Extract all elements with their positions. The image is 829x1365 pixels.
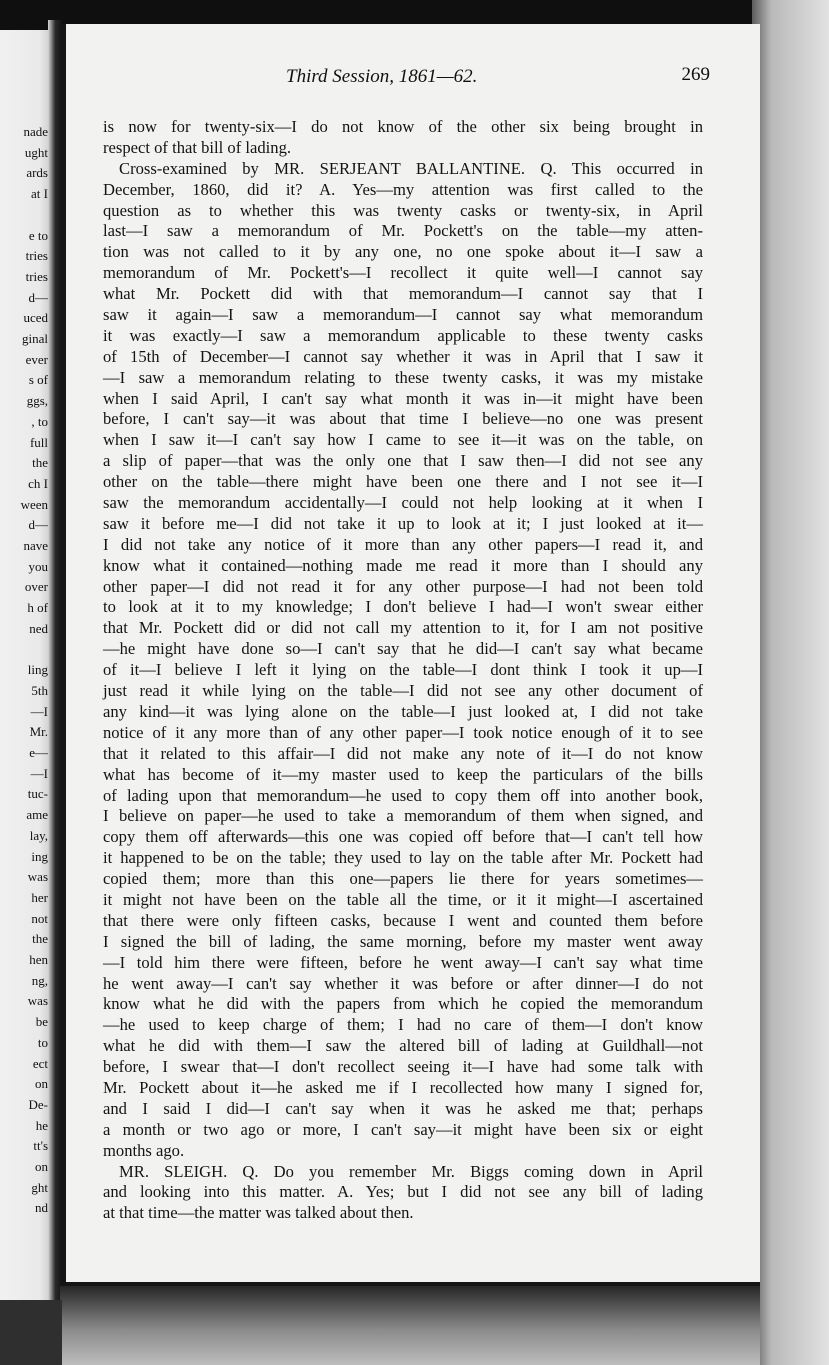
facing-page-fragment: —I	[30, 765, 48, 781]
facing-page-fragment: tuc-	[27, 786, 48, 802]
facing-page-fragment: ght	[31, 1179, 48, 1195]
facing-page-fragment: hen	[29, 952, 48, 967]
text-line: of lading upon that memorandum—he used to copy them off into another book,	[103, 785, 703, 805]
facing-page-fragment: ught	[24, 144, 48, 160]
facing-page-fragment: ling	[27, 662, 48, 678]
text-line: it was exactly—I saw a memorandum applicable to these twenty casks	[103, 325, 703, 345]
text-line: any kind—it was lying alone on the table—I just looked at, I did not take	[103, 701, 703, 721]
text-line: it happened to be on the table; they used to lay on the table after Mr. Pockett had	[103, 848, 703, 868]
text-line: copy them off afterwards—this one was copied off before that—I can't tell how	[103, 827, 703, 847]
text-line: of 15th of December—I cannot say whether it was in April that I saw it	[103, 346, 703, 366]
facing-page-fragment: uced	[23, 310, 48, 326]
text-line: know what he did with the papers from which he copied the memorandum	[103, 994, 703, 1014]
facing-page-edge	[0, 30, 50, 1300]
facing-page-fragment: on	[35, 1159, 48, 1174]
facing-page-fragment: on	[35, 1076, 48, 1092]
facing-page-fragment: her	[31, 889, 48, 905]
page-number: 269	[681, 64, 710, 85]
facing-page-fragment: was	[27, 869, 48, 885]
text-line: MR. SLEIGH. Q. Do you remember Mr. Biggs coming down in April	[119, 1161, 703, 1181]
text-line: —I told him there were fifteen, before he went away—I can't say what time	[103, 952, 703, 972]
facing-page-fragment: ween	[20, 496, 48, 512]
text-line: copied them; more than this one—papers lie there for years sometimes—	[103, 869, 703, 889]
text-line: a slip of paper—that was the only one that I saw then—I did not see any	[103, 451, 703, 471]
facing-page-fragment: —I	[30, 703, 48, 719]
running-head: Third Session, 1861—62.	[286, 66, 478, 87]
text-line: that it related to this affair—I did not make any note of it—I do not know	[103, 743, 703, 763]
text-line: a month or two ago or more, I can't say—it might have been six or eight	[103, 1119, 703, 1139]
text-line: last—I saw a memorandum of Mr. Pockett's on the table—my atten-	[103, 221, 703, 241]
text-line: saw it again—I saw a memorandum—I cannot say what memorandum	[103, 305, 703, 325]
facing-page-fragment: 5th	[31, 682, 48, 698]
text-line: it might not have been on the table all the time, or it it might—I ascertained	[103, 889, 703, 909]
facing-page-fragment: nd	[35, 1200, 48, 1216]
book-page	[62, 24, 760, 1286]
text-line: know what it contained—nothing made me read it more than I should any	[103, 555, 703, 575]
facing-page-fragment: nade	[23, 124, 48, 139]
text-line: respect of that bill of lading.	[103, 137, 292, 157]
facing-page-fragment: ards	[26, 165, 48, 181]
facing-page-fragment: e to	[28, 227, 48, 243]
text-line: saw the memorandum accidentally—I could not help looking at it when I	[103, 493, 703, 513]
text-line: saw it before me—I did not take it up to look at it; I just looked at it—	[103, 513, 703, 533]
text-line: notice of it any more than of any other paper—I took notice enough of it to see	[103, 722, 703, 742]
facing-page-fragment: lay,	[29, 827, 48, 843]
text-line: Mr. Pockett about it—he asked me if I recollected how many I signed for,	[103, 1077, 703, 1097]
text-line: —he used to keep charge of them; I had no care of them—I don't know	[103, 1015, 703, 1035]
text-line: other paper—I did not read it for any other purpose—I had not been told	[103, 576, 703, 596]
text-line: when I saw it—I can't say how I came to see it—it was on the table, on	[103, 430, 703, 450]
facing-page-fragment: be	[35, 1014, 48, 1030]
text-line: I signed the bill of lading, the same morning, before my master went away	[103, 931, 703, 951]
text-line: tion was not called to it by any one, no one spoke about it—I saw a	[103, 242, 703, 262]
facing-page-fragment: De-	[28, 1096, 48, 1112]
text-line: at that time—the matter was talked about then.	[103, 1203, 414, 1223]
text-line: and I said I did—I can't say when it was he asked me that; perhaps	[103, 1098, 703, 1118]
facing-page-fragment: d—	[28, 289, 48, 305]
bottom-edge	[60, 1286, 760, 1365]
text-line: before, I can't say—it was about that time I believe—no one was present	[103, 409, 703, 429]
facing-page-fragment: ned	[29, 620, 48, 636]
facing-page-fragment: ect	[32, 1055, 48, 1071]
facing-page-fragment: ggs,	[26, 393, 48, 409]
facing-page-fragment: d—	[28, 517, 48, 533]
text-line: —he might have done so—I can't say that he did—I can't say what became	[103, 639, 703, 659]
facing-page-fragment: ever	[25, 351, 48, 367]
facing-page-fragment: the	[32, 455, 48, 471]
facing-page-fragment: tt's	[33, 1138, 48, 1154]
facing-page-fragment: he	[35, 1117, 48, 1133]
facing-page-fragment: to	[37, 1034, 48, 1050]
facing-page-fragment: ch I	[28, 475, 48, 491]
facing-page-fragment: ame	[26, 807, 48, 823]
facing-page-fragment: over	[24, 579, 48, 595]
text-line: what has become of it—my master used to keep the particulars of the bills	[103, 764, 703, 784]
facing-page-fragment: full	[29, 434, 48, 450]
facing-page-fragment: s of	[28, 372, 48, 388]
bottom-left-corner	[0, 1300, 62, 1365]
text-line: to look at it to my knowledge; I don't believe I had—I won't swear either	[103, 597, 703, 617]
facing-page-fragment: at I	[31, 186, 48, 202]
text-line: that there were only fifteen casks, because I went and counted them before	[103, 910, 703, 930]
facing-page-fragment: tries	[25, 268, 48, 284]
text-line: other on the table—there might have been one there and I not see it—I	[103, 472, 703, 492]
body-text	[103, 117, 703, 1224]
text-line: just read it while lying on the table—I did not see any other document of	[103, 681, 703, 701]
text-line: memorandum of Mr. Pockett's—I recollect it quite well—I cannot say	[103, 263, 703, 283]
text-line: is now for twenty-six—I do not know of the other six being brought in	[103, 117, 703, 136]
facing-page-fragment: ing	[31, 848, 48, 864]
text-line: question as to whether this was twenty casks or twenty-six, in April	[103, 200, 703, 220]
facing-page-fragment: , to	[31, 413, 48, 429]
facing-page-fragment: Mr.	[29, 724, 48, 740]
text-line: what he did with them—I saw the altered bill of lading at Guildhall—not	[103, 1036, 703, 1056]
text-line: —I saw a memorandum relating to these twenty casks, it was my mistake	[103, 367, 703, 387]
text-line: months ago.	[103, 1140, 185, 1160]
text-line: of it—I believe I left it lying on the table—I dont think I took it up—I	[103, 660, 703, 680]
text-line: December, 1860, did it? A. Yes—my attention was first called to the	[103, 179, 703, 199]
text-line: I did not take any notice of it more than any other papers—I read it, and	[103, 534, 703, 554]
text-line: what Mr. Pockett did with that memorandum—I cannot say that I	[103, 284, 703, 304]
facing-page-fragment: tries	[25, 248, 48, 264]
facing-page-fragment: e—	[29, 745, 48, 760]
text-line: I believe on paper—he used to take a memorandum of them when signed, and	[103, 806, 703, 826]
text-line: when I said April, I can't say what month it was in—it might have been	[103, 388, 703, 408]
facing-page-fragment: h of	[27, 600, 48, 616]
facing-page-fragment: nave	[23, 538, 48, 553]
text-line: before, I swear that—I don't recollect seeing it—I have had some talk with	[103, 1057, 703, 1077]
facing-page-fragment: ginal	[22, 331, 48, 346]
text-line: he went away—I can't say whether it was before or after dinner—I do not	[103, 973, 703, 993]
facing-page-fragment: the	[32, 931, 48, 947]
text-line: and looking into this matter. A. Yes; but I did not see any bill of lading	[103, 1182, 703, 1202]
facing-page-fragment: ng,	[31, 972, 48, 988]
background-right	[752, 0, 829, 1365]
facing-page-fragment: was	[27, 993, 48, 1009]
text-line: Cross-examined by MR. SERJEANT BALLANTINE. Q. This occurred in	[119, 158, 703, 178]
facing-page-fragment: not	[31, 910, 48, 926]
text-line: that Mr. Pockett did or did not call my attention to it, for I am not positive	[103, 618, 703, 638]
facing-page-fragment: you	[28, 558, 48, 574]
